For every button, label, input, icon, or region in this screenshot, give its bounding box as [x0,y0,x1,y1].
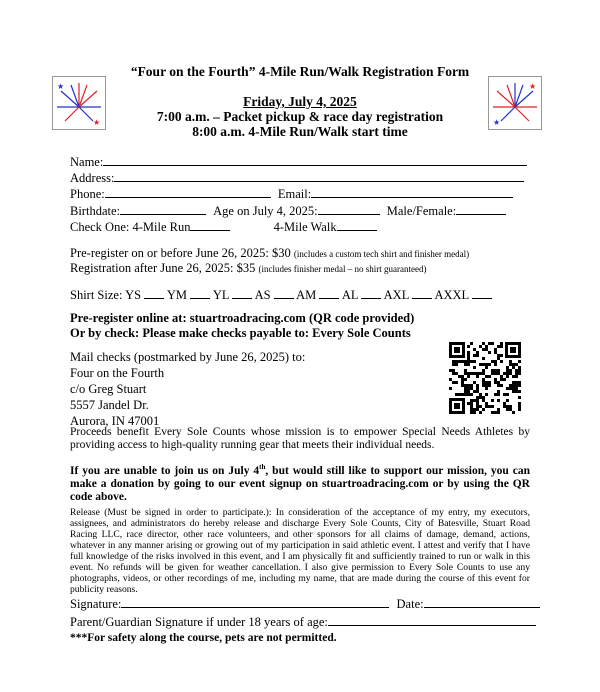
email-field[interactable] [311,186,513,198]
signature-row [70,596,540,612]
shirt-size-as-blank[interactable] [274,287,294,299]
parent-signature-row [70,614,536,630]
parent-signature-field[interactable] [328,614,536,626]
signature-field[interactable] [121,596,389,608]
run-label: Check One: 4-Mile Run [70,220,191,234]
shirt-size-axl: AXL [383,288,409,302]
phone-field[interactable] [105,186,271,198]
mail-address-line-2: c/o Greg Stuart [70,382,147,396]
shirt-size-ys-blank[interactable] [144,287,164,299]
walk-label: 4-Mile Walk [273,220,337,234]
preregister-price [70,246,469,261]
date-field[interactable] [424,596,540,608]
mail-address-line-4: Aurora, IN 47001 [70,414,160,428]
shirt-size-axxl-blank[interactable] [472,287,492,299]
svg-text:★: ★ [93,118,101,127]
date-label: Date: [396,597,424,611]
mission-statement: Proceeds benefit Every Sole Counts whose mission is to empower Special Needs Athletes by providing access to high-quality running gear that meets their individual needs. [70,426,530,451]
preregister-price-note: (includes a custom tech shirt and finisher medal) [293,249,470,259]
shirt-size-al-blank[interactable] [361,287,381,299]
donation-note-superscript: th [259,463,266,471]
age-label: Age on July 4, 2025: [213,204,318,218]
mail-address-line-3: 5557 Jandel Dr. [70,398,149,412]
check-payable-line: Or by check: Please make checks payable to: Every Sole Counts [70,326,411,340]
form-title: “Four on the Fourth” 4-Mile Run/Walk Registration Form [130,64,470,79]
name-label: Name: [70,155,104,169]
address-row [70,170,524,186]
schedule-line-1: 7:00 a.m. – Packet pickup & race day registration [156,109,444,124]
shirt-size-as: AS [254,288,271,302]
donation-note-part-1: If you are unable to join us on July 4 [70,464,260,477]
gender-field[interactable] [456,203,506,215]
pet-policy-note: ***For safety along the course, pets are not permitted. [70,632,337,644]
svg-text:★: ★ [57,82,65,91]
birth-row [70,203,506,219]
shirt-size-yl-blank[interactable] [232,287,252,299]
shirt-size-am: AM [296,288,317,302]
shirt-size-ym: YM [166,288,188,302]
age-field[interactable] [318,203,380,215]
late-price-note: (includes finisher medal – no shirt guaranteed) [258,264,427,274]
run-checkbox-line[interactable] [190,219,230,231]
schedule-line-2: 8:00 a.m. 4-Mile Run/Walk start time [192,124,408,139]
address-label: Address: [70,171,115,185]
late-price-label: Registration after June 26, 2025: $35 [70,261,256,275]
check-one-row [70,219,377,235]
shirt-size-yl: YL [212,288,230,302]
name-field[interactable] [103,154,527,166]
qr-code[interactable] [449,342,521,414]
walk-checkbox-line[interactable] [337,219,377,231]
shirt-size-label: Shirt Size: [70,288,123,302]
svg-text:★: ★ [529,82,537,91]
shirt-size-axxl: AXXL [434,288,469,302]
signature-label: Signature: [70,597,122,611]
shirt-size-am-blank[interactable] [319,287,339,299]
donation-note [70,461,530,504]
donation-note-part-2: , but would still like to support our mission, you can make a donation by going to our event signup on stuartroadracing.com or by using the QR code above. [70,464,531,503]
shirt-size-axl-blank[interactable] [412,287,432,299]
release-waiver: Release (Must be signed in order to participate.): In consideration of the acceptance of my entry, my executors, assignees, and administrators do hereby release and discharge Every Sole Counts, City of Batesville, Stuart Road Racing LLC, race director, other race volunteers, and other sponsors for all claims of damage, demand, actions, whatever in any manner arising or growing out of my participation in said athletic event. I attest and verify that I have full knowledge of the risks involved in this event, and I am physically fit and sufficiently trained to run or walk in this event. No refunds will be given for weather cancellation. I also give permission to Every Sole Counts to use any photographs, videos, or other recordings of me, including my name, that are made during the course of this event for publicity reasons. [70,507,530,595]
birthdate-label: Birthdate: [70,204,120,218]
online-registration-line: Pre-register online at: stuartroadracing.com (QR code provided) [70,311,415,325]
shirt-size-ys: YS [125,288,142,302]
address-field[interactable] [114,170,524,182]
phone-email-row [70,186,513,202]
preregister-price-label: Pre-register on or before June 26, 2025: $30 [70,246,291,260]
mail-address-line-1: Four on the Fourth [70,366,165,380]
name-row [70,154,527,170]
shirt-size-al: AL [341,288,359,302]
gender-label: Male/Female: [386,204,457,218]
mail-intro: Mail checks (postmarked by June 26, 2025) to: [70,350,306,364]
parent-signature-label: Parent/Guardian Signature if under 18 years of age: [70,615,328,629]
shirt-size-ym-blank[interactable] [190,287,210,299]
birthdate-field[interactable] [120,203,206,215]
phone-label: Phone: [70,187,105,201]
svg-text:★: ★ [493,118,501,127]
event-date: Friday, July 4, 2025 [243,94,357,109]
shirt-size-row [70,287,492,303]
late-price [70,261,426,276]
email-label: Email: [277,187,312,201]
